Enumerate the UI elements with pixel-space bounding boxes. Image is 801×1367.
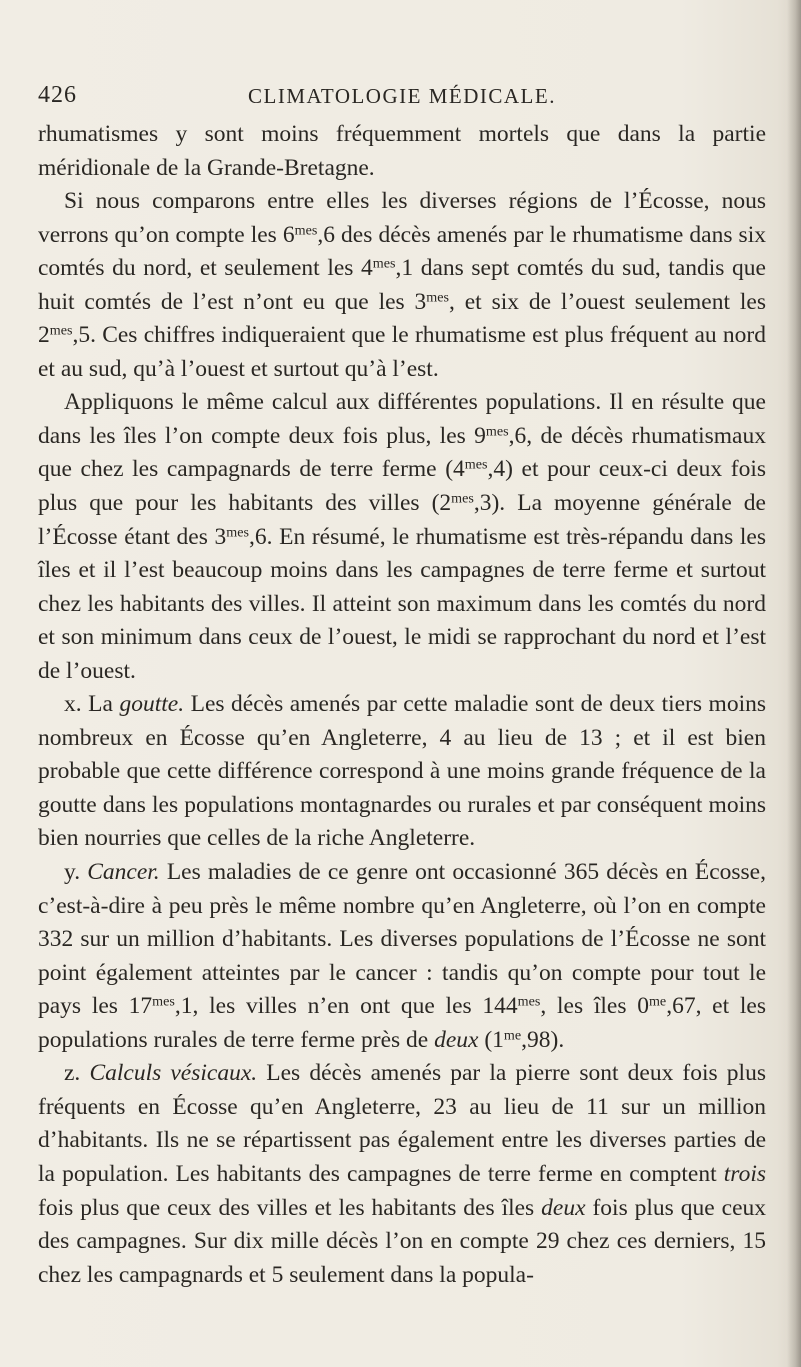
- text-run: z.: [64, 1060, 90, 1087]
- text-run: fois plus que ceux des villes et les habitants des îles: [38, 1194, 542, 1221]
- italic-text: Calculs vésicaux.: [89, 1060, 258, 1087]
- text-run: ,1, les villes n’en ont que les 144: [174, 993, 518, 1020]
- paragraph: [38, 118, 766, 185]
- text-run: ,67, et les populations rurales de terre ferme près de: [38, 993, 766, 1053]
- paragraph: [38, 386, 766, 688]
- text-run: , les îles 0: [540, 993, 649, 1020]
- superscript-text: mes: [152, 993, 175, 1010]
- text-run: rhumatismes y sont moins fréquemment mortels que dans la partie méridionale de la Grande-Bretagne.: [38, 121, 766, 181]
- superscript-text: mes: [426, 288, 449, 305]
- running-title: CLIMATOLOGIE MÉDICALE.: [248, 84, 556, 108]
- superscript-text: me: [503, 1027, 522, 1044]
- text-run: ,6, de décès rhumatismaux que chez les campagnards de terre ferme (4: [38, 422, 766, 483]
- superscript-text: mes: [485, 423, 509, 440]
- text-run: ,6. En résumé, le rhumatisme est très-répandu dans les îles et il l’est beaucoup moins dans les campagnes de terre ferme et surtout chez les habitants des villes. Il atteint son maximum dans les comtés du nord et son minimum dans ceux de l’ouest, le midi se rapprochant du nord et l’est de l’ouest.: [38, 523, 767, 684]
- page-edge-shadow: [787, 0, 801, 1367]
- italic-text: Cancer.: [87, 859, 160, 886]
- superscript-text: mes: [372, 255, 396, 272]
- text-run: ,98).: [521, 1026, 565, 1053]
- paragraph: [38, 185, 766, 386]
- superscript-text: me: [648, 993, 667, 1010]
- text-run: ,4) et pour ceux-ci deux fois plus que pour les habitants des villes (2: [38, 456, 767, 517]
- paragraph: [38, 856, 766, 1057]
- italic-text: deux: [541, 1194, 586, 1221]
- text-run: (1: [478, 1026, 504, 1053]
- superscript-text: mes: [49, 322, 73, 339]
- superscript-text: mes: [451, 490, 474, 507]
- text-run: Appliquons le même calcul aux différentes populations. Il en résulte que dans les îles l’on compte deux fois plus, les 9: [38, 389, 766, 449]
- text-run: Les maladies de ce genre ont occasionné 365 décès en Écosse, c’est-à-dire à peu près le même nombre qu’en Angleterre, où l’on en compte 332 sur un million d’habitants. Les diverses populations de l’Écosse ne sont point également atteintes par le cancer : tandis qu’on compte pour tout le pays les 17: [38, 859, 766, 1020]
- paragraph: [38, 688, 766, 856]
- superscript-text: mes: [517, 993, 541, 1010]
- superscript-text: mes: [464, 456, 488, 473]
- text-run: , et six de l’ouest seulement les 2: [38, 288, 766, 349]
- superscript-text: mes: [294, 221, 318, 238]
- page-header: [38, 82, 766, 112]
- text-run: x. La: [64, 691, 120, 718]
- text-run: ,3). La moyenne générale de l’Écosse étant des 3: [38, 490, 766, 550]
- text-run: Les décès amenés par cette maladie sont de deux tiers moins nombreux en Écosse qu’en Angleterre, 4 au lieu de 13 ; et il est bien probable que cette différence correspond à une moins grande fréquence de la goutte dans les populations montagnardes ou rurales et par conséquent moins bien nourries que celles de la riche Angleterre.: [38, 691, 767, 852]
- text-run: ,1 dans sept comtés du sud, tandis que huit comtés de l’est n’ont eu que les 3: [38, 255, 766, 315]
- page-number: 426: [38, 82, 77, 108]
- italic-text: deux: [434, 1026, 479, 1053]
- superscript-text: mes: [226, 523, 249, 540]
- text-run: ,6 des décès amenés par le rhumatisme dans six comtés du nord, et seulement les 4: [38, 221, 766, 282]
- text-run: fois plus que ceux des campagnes. Sur dix mille décès l’on en compte 29 chez ces derniers, 15 chez les campagnards et 5 seulement dans la popula-: [38, 1194, 767, 1288]
- paragraph: [38, 1057, 766, 1292]
- text-run: Si nous comparons entre elles les diverses régions de l’Écosse, nous verrons qu’on compte les 6: [38, 188, 766, 248]
- text-run: Les décès amenés par la pierre sont deux fois plus fréquents en Écosse qu’en Angleterre, 23 au lieu de 11 sur un million d’habitants. Ils ne se répartissent pas également entre les diverses parties de la population. Les habitants des campagnes de terre ferme en comptent: [38, 1060, 766, 1187]
- body-text: [38, 118, 766, 1292]
- italic-text: goutte.: [119, 691, 185, 718]
- text-run: ,5. Ces chiffres indiqueraient que le rhumatisme est plus fréquent au nord et au sud, qu’à l’ouest et surtout qu’à l’est.: [38, 322, 766, 382]
- text-run: y.: [64, 859, 88, 886]
- italic-text: trois: [723, 1160, 766, 1187]
